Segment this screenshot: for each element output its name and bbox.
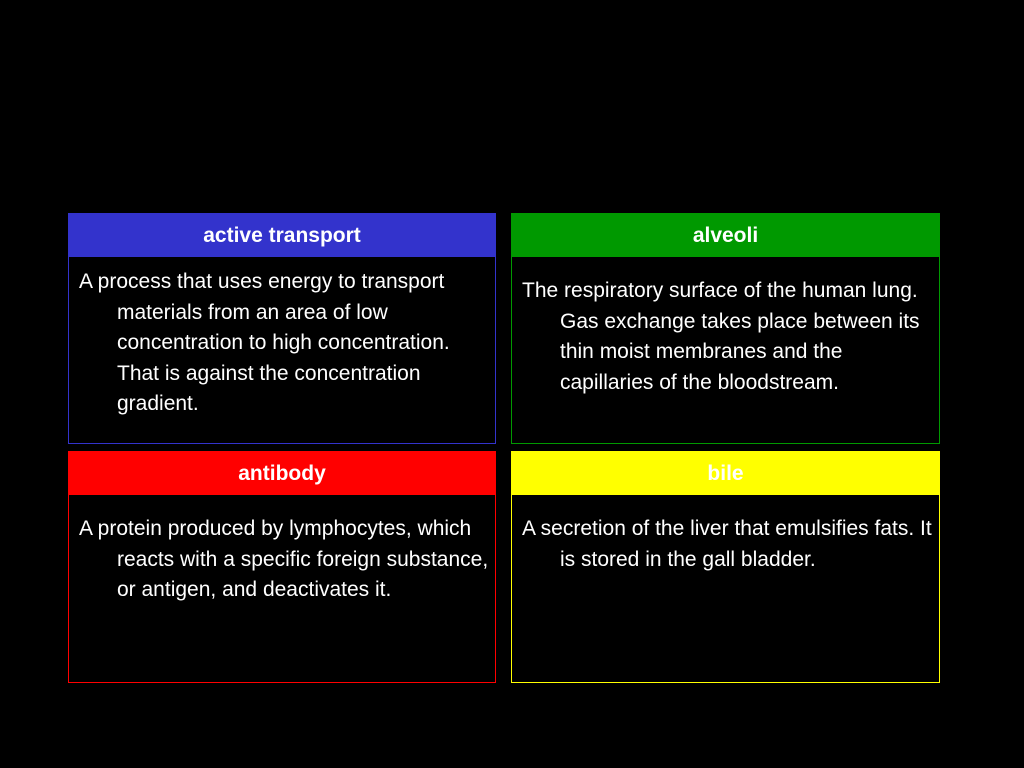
card-term: antibody <box>69 452 495 495</box>
card-definition: A process that uses energy to transport materials from an area of low concentration to high concentration. That is against the concentration gradient. <box>79 270 450 415</box>
card-active-transport <box>68 213 496 444</box>
card-alveoli <box>511 213 940 444</box>
card-antibody <box>68 451 496 683</box>
card-definition: A protein produced by lymphocytes, which reacts with a specific foreign substance, or antigen, and deactivates it. <box>79 517 489 601</box>
card-bile <box>511 451 940 683</box>
card-definition: The respiratory surface of the human lung. Gas exchange takes place between its thin moist membranes and the capillaries of the bloodstream. <box>522 279 920 394</box>
card-term: active transport <box>69 214 495 257</box>
card-term: bile <box>512 452 939 495</box>
card-definition: A secretion of the liver that emulsifies fats. It is stored in the gall bladder. <box>522 517 932 571</box>
card-term: alveoli <box>512 214 939 257</box>
